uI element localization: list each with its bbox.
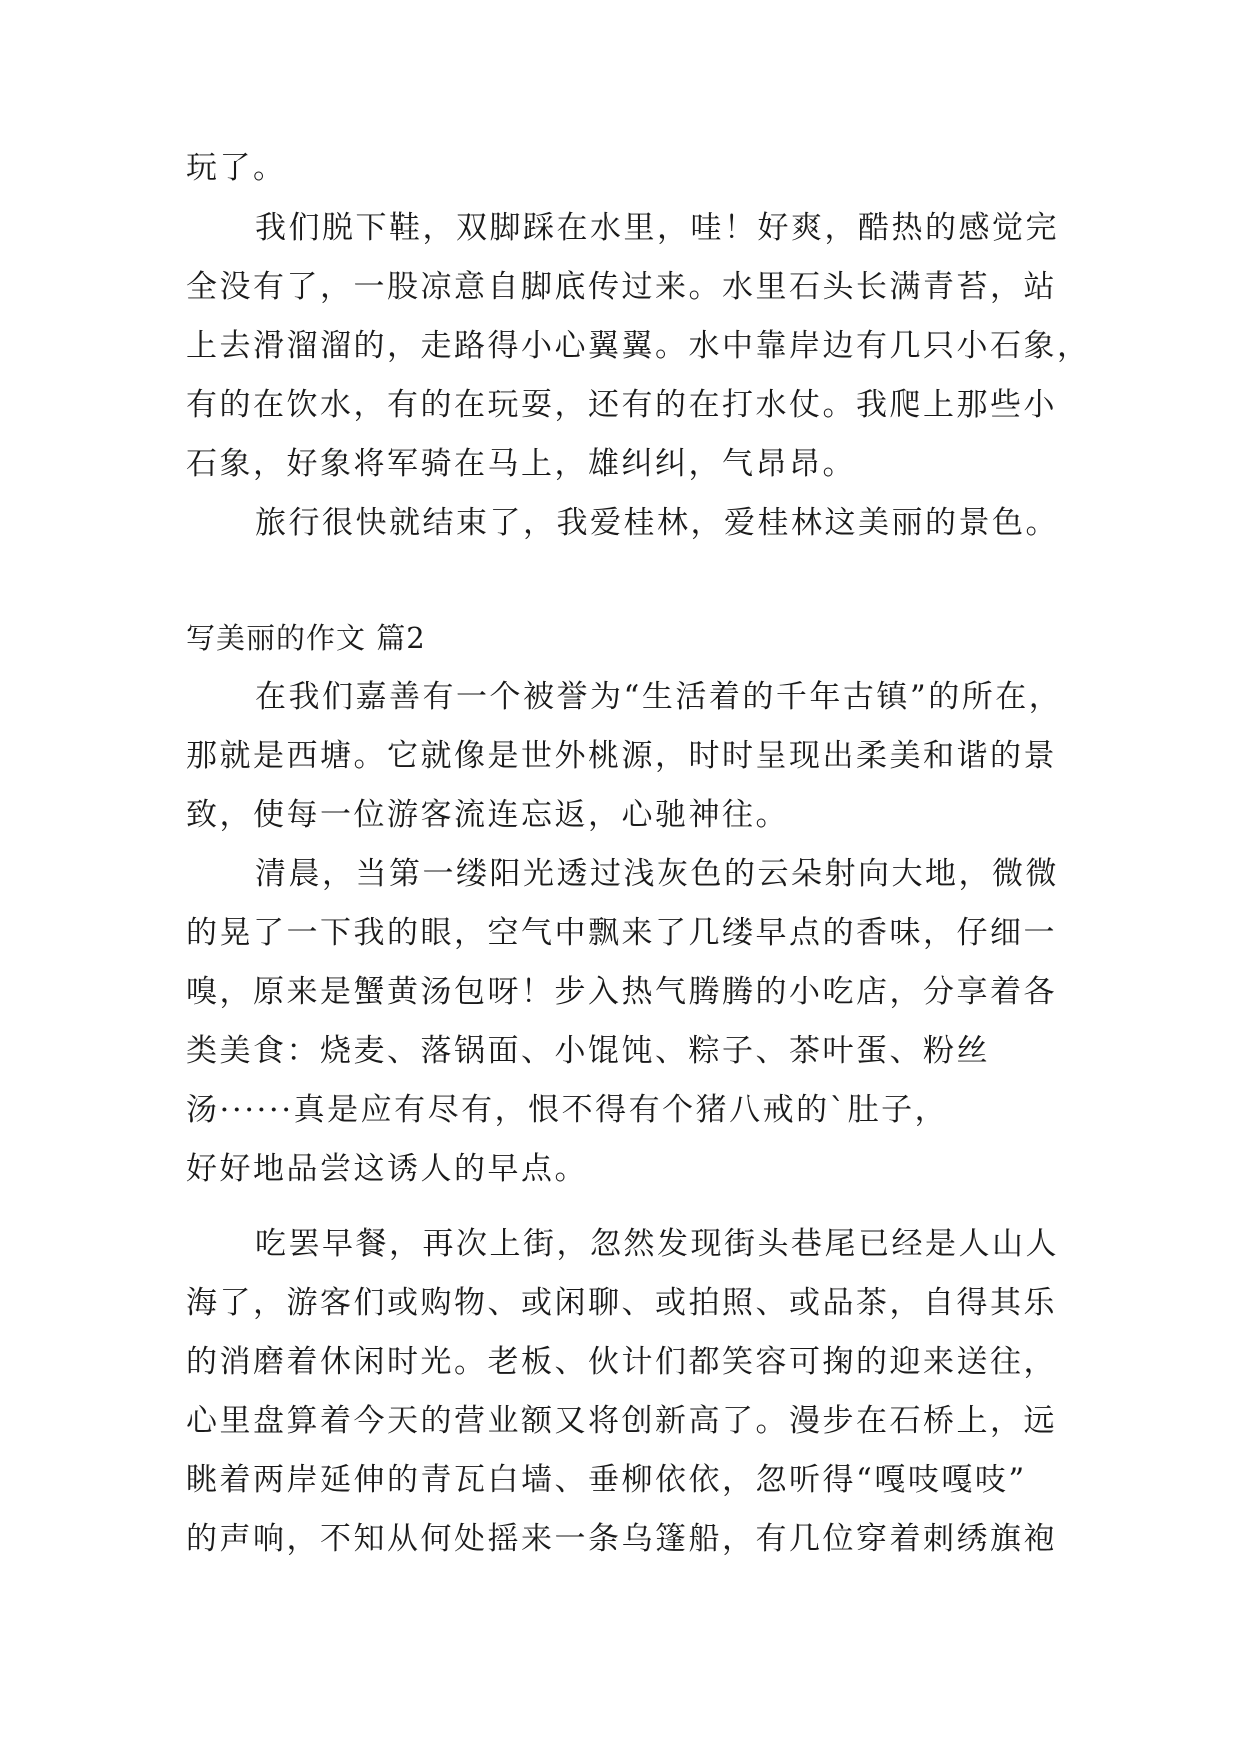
text-line: 有的在饮水，有的在玩耍，还有的在打水仗。我爬上那些小 [186,387,1057,423]
text-line: 的消磨着休闲时光。老板、伙计们都笑容可掬的迎来送往， [186,1344,1057,1380]
text-line: 全没有了，一股凉意自脚底传过来。水里石头长满青苔，站 [186,269,1057,305]
paragraph-first-line: 在我们嘉善有一个被誉为“生活着的千年古镇”的所在， [255,679,1063,715]
text-line: 嗅，原来是蟹黄汤包呀！步入热气腾腾的小吃店，分享着各 [186,974,1057,1010]
text-line: 类美食：烧麦、落锅面、小馄饨、粽子、茶叶蛋、粉丝 [186,1033,990,1069]
text-line: 眺着两岸延伸的青瓦白墙、垂柳依依，忽听得“嘎吱嘎吱” [186,1462,1027,1498]
section-heading: 写美丽的作文 篇2 [186,621,426,655]
text-line: 汤······真是应有尽有，恨不得有个猪八戒的`肚子， [186,1092,949,1128]
text-line: 好好地品尝这诱人的早点。 [186,1151,588,1187]
text-line: 海了，游客们或购物、或闲聊、或拍照、或品茶，自得其乐 [186,1285,1057,1321]
text-line: 石象，好象将军骑在马上，雄纠纠，气昂昂。 [186,446,856,482]
text-line: 致，使每一位游客流连忘返，心驰神往。 [186,797,789,833]
text-line: 玩了。 [186,150,287,186]
text-line: 那就是西塘。它就像是世外桃源，时时呈现出柔美和谐的景 [186,738,1057,774]
paragraph-first-line: 吃罢早餐，再次上街，忽然发现街头巷尾已经是人山人 [255,1226,1059,1262]
text-line: 心里盘算着今天的营业额又将创新高了。漫步在石桥上，远 [186,1403,1057,1439]
text-line: 的声响，不知从何处摇来一条乌篷船，有几位穿着刺绣旗袍 [186,1521,1057,1557]
paragraph-first-line: 清晨，当第一缕阳光透过浅灰色的云朵射向大地，微微 [255,856,1059,892]
text-line: 的晃了一下我的眼，空气中飘来了几缕早点的香味，仔细一 [186,915,1057,951]
paragraph-first-line: 旅行很快就结束了，我爱桂林，爱桂林这美丽的景色。 [255,505,1059,541]
text-line: 上去滑溜溜的，走路得小心翼翼。水中靠岸边有几只小石象， [186,328,1091,364]
paragraph-first-line: 我们脱下鞋，双脚踩在水里，哇！好爽，酷热的感觉完 [255,210,1059,246]
